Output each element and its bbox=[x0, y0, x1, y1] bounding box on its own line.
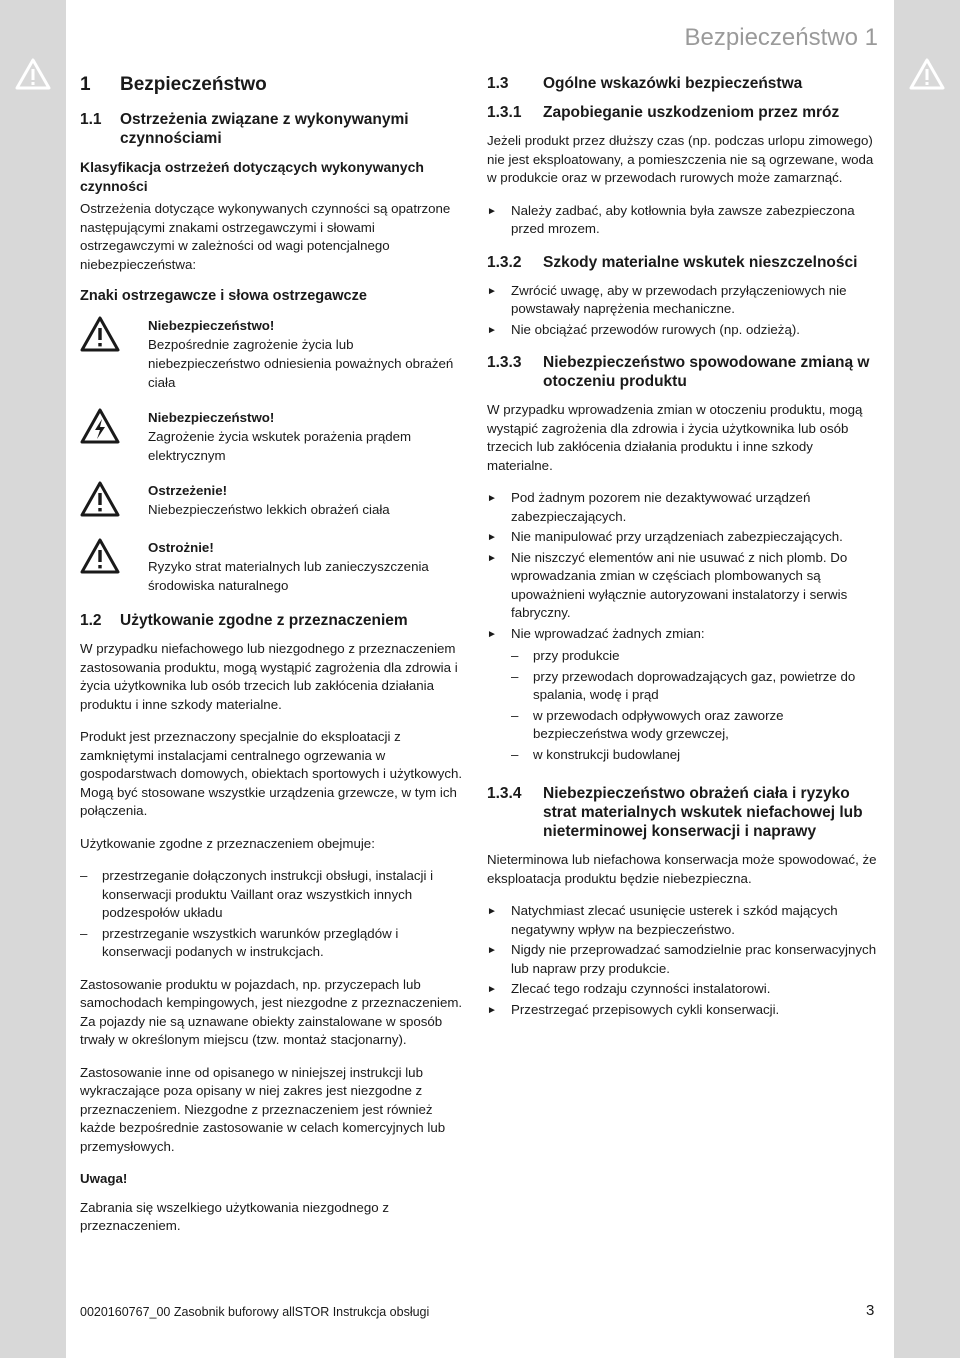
warning-triangle-icon bbox=[909, 58, 945, 90]
list-item: ► Nie obciążać przewodów rurowych (np. odzieżą). bbox=[487, 321, 877, 340]
warning-sign-entry bbox=[80, 481, 468, 522]
classification-text: Ostrzeżenia dotyczące wykonywanych czynności są opatrzone następującymi znakami ostrzegawczymi i słowami ostrzegawczymi w zależności od wagi potencjalnego niebezpieczeństwa: bbox=[80, 201, 451, 272]
left-column bbox=[80, 74, 468, 1250]
section-number: 1.3.4 bbox=[487, 785, 522, 802]
warning-exclamation-icon bbox=[80, 316, 120, 352]
signal-description: Ryzyko strat materialnych lub zanieczyszczenia środowiska naturalnego bbox=[148, 559, 429, 593]
list-item bbox=[487, 625, 877, 765]
note-label: Uwaga! bbox=[80, 1171, 128, 1186]
paragraph: Produkt jest przeznaczony specjalnie do eksploatacji z zamkniętymi instalacjami centralnego ogrzewania w gospodarstwach domowych, obiektach sportowych i użytkowych. Mogą być stosowane wszystkie urządzenia grzewcze, w tym ich połączenia. bbox=[80, 729, 463, 818]
list-item: ► Pod żadnym pozorem nie dezaktywować urządzeń zabezpieczających. bbox=[487, 489, 877, 526]
paragraph: Użytkowanie zgodne z przeznaczeniem obejmuje: bbox=[80, 835, 375, 851]
instruction-list bbox=[487, 282, 877, 340]
list-item-text: Nie wprowadzać żadnych zmian: bbox=[511, 625, 705, 641]
section-title: Zapobieganie uszkodzeniom przez mróz bbox=[543, 104, 840, 121]
sub-list-item: – w konstrukcji budowlanej bbox=[511, 746, 877, 765]
subheading-signs: Znaki ostrzegawcze i słowa ostrzegawcze bbox=[80, 288, 367, 304]
section-title: Szkody materialne wskutek nieszczelności bbox=[543, 253, 858, 271]
list-item: ► Nie manipulować przy urządzeniach zabezpieczających. bbox=[487, 528, 877, 547]
sub-list-item: – przy produkcie bbox=[511, 647, 877, 666]
list-item: ► Zwrócić uwagę, aby w przewodach przyłączeniowych nie powstawały naprężenia mechaniczne. bbox=[487, 282, 877, 319]
right-column bbox=[487, 74, 877, 1033]
page-number: 3 bbox=[866, 1302, 875, 1319]
paragraph: Jeżeli produkt przez dłuższy czas (np. podczas urlopu zimowego) nie jest eksploatowany, a pomieszczenia nie są ogrzewane, woda w produkcie oraz w przewodach rurowych może zamarznąć. bbox=[487, 133, 874, 185]
list-item: ► Przestrzegać przepisowych cykli konserwacji. bbox=[487, 1001, 877, 1020]
list-item: – przestrzeganie wszystkich warunków przeglądów i konserwacji podanych w instrukcjach. bbox=[80, 925, 468, 962]
signal-word: Niebezpieczeństwo! bbox=[148, 318, 275, 333]
chapter-heading bbox=[80, 74, 468, 96]
warning-sign-entry bbox=[80, 408, 468, 465]
signal-word: Ostrzeżenie! bbox=[148, 483, 228, 498]
section-heading-1-3-4 bbox=[487, 784, 877, 841]
warning-sign-entry bbox=[80, 316, 468, 392]
warning-sign-entry bbox=[80, 538, 468, 595]
subheading-classification: Klasyfikacja ostrzeżeń dotyczących wykonywanych czynności bbox=[80, 159, 424, 194]
instruction-list bbox=[487, 902, 877, 1019]
section-heading-1-3-1 bbox=[487, 103, 877, 122]
paragraph: W przypadku niefachowego lub niezgodnego z przeznaczeniem zastosowania produktu, mogą wystąpić zagrożenia dla zdrowia i życia użytkownika lub osób trzecich lub zakłócenia działania produktu i inne szkody materialne. bbox=[80, 641, 458, 712]
section-title: Niebezpieczeństwo obrażeń ciała i ryzyko strat materialnych wskutek niefachowej lub nieterminowej konserwacji i naprawy bbox=[543, 785, 863, 840]
list-item: ► Należy zadbać, aby kotłownia była zawsze zabezpieczona przed mrozem. bbox=[487, 202, 877, 239]
sub-list-item: – przy przewodach doprowadzających gaz, powietrze do spalania, wodę i prąd bbox=[511, 668, 877, 705]
instruction-list bbox=[487, 202, 877, 239]
section-number: 1.1 bbox=[80, 111, 102, 128]
warning-exclamation-icon bbox=[80, 481, 120, 517]
sub-list-item: – w przewodach odpływowych oraz zaworze bezpieczeństwa wody grzewczej, bbox=[511, 707, 877, 744]
list-item: ► Nigdy nie przeprowadzać samodzielnie prac konserwacyjnych lub napraw przy produkcie. bbox=[487, 941, 877, 978]
paragraph: Nieterminowa lub niefachowa konserwacja może spowodować, że eksploatacja produktu będzie niebezpieczna. bbox=[487, 852, 877, 886]
paragraph: Zabrania się wszelkiego użytkowania niezgodnego z przeznaczeniem. bbox=[80, 1199, 389, 1233]
section-number: 1.2 bbox=[80, 612, 102, 629]
signal-word: Niebezpieczeństwo! bbox=[148, 410, 275, 425]
section-heading-1-3-2 bbox=[487, 253, 877, 272]
sub-list bbox=[511, 647, 877, 764]
paragraph: Zastosowanie inne od opisanego w niniejszej instrukcji lub wykraczające poza opisany w niej zakres jest niezgodne z przeznaczeniem. Niezgodne z przeznaczeniem jest również każde bezpośrednie zastosowanie w celach komercyjnych lub przemysłowych. bbox=[80, 1064, 446, 1154]
section-heading-1-3-3 bbox=[487, 353, 877, 391]
section-number: 1.3 bbox=[487, 75, 509, 92]
section-number: 1.3.1 bbox=[487, 104, 522, 121]
electric-shock-icon bbox=[80, 408, 120, 444]
footer-document-title: 0020160767_00 Zasobnik buforowy allSTOR Instrukcja obsługi bbox=[80, 1305, 430, 1319]
section-heading-1-2 bbox=[80, 611, 468, 630]
right-margin-bar bbox=[894, 0, 960, 1358]
paragraph: Zastosowanie produktu w pojazdach, np. przyczepach lub samochodach kempingowych, jest niezgodne z przeznaczeniem. Za pojazdy nie są uznawane obiekty zainstalowane w sposób trwały w określonym miejscu (tzw. montaż stacjonarny). bbox=[80, 976, 463, 1047]
running-head: Bezpieczeństwo 1 bbox=[684, 24, 878, 51]
section-title: Ostrzeżenia związane z wykonywanymi czynnościami bbox=[120, 111, 409, 147]
section-number: 1.3.2 bbox=[487, 253, 522, 271]
paragraph: W przypadku wprowadzenia zmian w otoczeniu produktu, mogą wystąpić zagrożenia dla zdrowia i życia użytkownika lub osób trzecich lub zakłócenia działania produktu i inne szkody materialne. bbox=[487, 402, 863, 473]
warning-exclamation-icon bbox=[80, 538, 120, 574]
section-heading-1-3 bbox=[487, 74, 877, 93]
instruction-list bbox=[487, 489, 877, 764]
usage-list bbox=[80, 867, 468, 962]
list-item: – przestrzeganie dołączonych instrukcji obsługi, instalacji i konserwacji produktu Vaillant oraz wszystkich innych podzespołów układu bbox=[80, 867, 468, 923]
signal-description: Zagrożenie życia wskutek porażenia prądem elektrycznym bbox=[148, 429, 412, 463]
section-title: Ogólne wskazówki bezpieczeństwa bbox=[543, 75, 803, 92]
section-heading-1-1 bbox=[80, 110, 468, 148]
signal-description: Bezpośrednie zagrożenie życia lub niebezpieczeństwo odniesienia poważnych obrażeń ciała bbox=[148, 337, 454, 390]
section-title: Niebezpieczeństwo spowodowane zmianą w otoczeniu produktu bbox=[543, 354, 870, 390]
list-item: ► Zlecać tego rodzaju czynności instalatorowi. bbox=[487, 980, 877, 999]
warning-triangle-icon bbox=[15, 58, 51, 90]
list-item: ► Nie niszczyć elementów ani nie usuwać z nich plomb. Do wprowadzania zmian w częściach plombowanych są upoważnieni wyłącznie autoryzowani instalatorzy i serwis fabryczny. bbox=[487, 549, 877, 623]
left-margin-bar bbox=[0, 0, 66, 1358]
list-item: ► Natychmiast zlecać usunięcie usterek i szkód mających negatywny wpływ na bezpieczeństwo. bbox=[487, 902, 877, 939]
signal-description: Niebezpieczeństwo lekkich obrażeń ciała bbox=[148, 502, 390, 517]
section-number: 1.3.3 bbox=[487, 354, 522, 371]
section-title: Użytkowanie zgodne z przeznaczeniem bbox=[120, 612, 408, 629]
chapter-number: 1 bbox=[80, 74, 91, 95]
signal-word: Ostrożnie! bbox=[148, 540, 214, 555]
chapter-title: Bezpieczeństwo bbox=[120, 74, 267, 95]
